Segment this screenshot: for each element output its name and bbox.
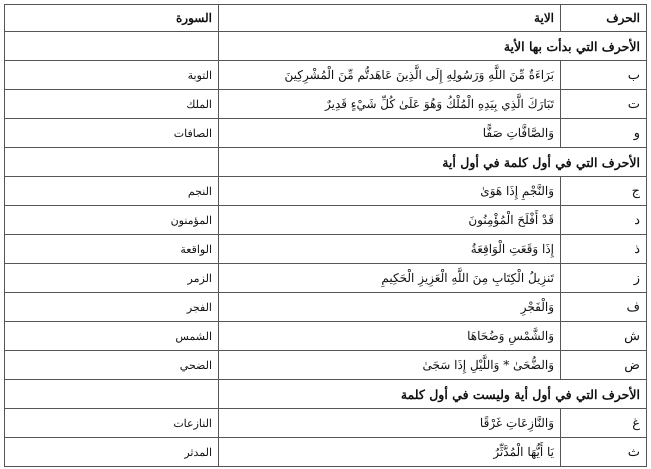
surah-cell: النازعات [5, 409, 219, 438]
surah-cell: المدثر [5, 438, 219, 467]
surah-cell: الصافات [5, 119, 219, 148]
letters-table [4, 4, 647, 467]
section-row [5, 32, 647, 61]
ayah-cell: وَالْفَجْرِ [219, 293, 561, 322]
surah-cell: الضحي [5, 351, 219, 380]
letter-cell: غ [561, 409, 647, 438]
table-row [5, 322, 647, 351]
letter-cell: و [561, 119, 647, 148]
letter-cell: ز [561, 264, 647, 293]
table-row [5, 235, 647, 264]
section-title: الأحرف التي في أول كلمة في أول أية [219, 148, 647, 177]
ayah-cell: إِذَا وَقَعَتِ الْوَاقِعَةُ [219, 235, 561, 264]
ayah-cell: وَالضُّحَىٰ * وَاللَّيْلِ إِذَا سَجَىٰ [219, 351, 561, 380]
header-ayah: الاية [219, 5, 561, 32]
section-blank-cell [5, 32, 219, 61]
header-surah: السورة [5, 5, 219, 32]
surah-cell: الملك [5, 90, 219, 119]
letter-cell: ث [561, 438, 647, 467]
surah-cell: الزمر [5, 264, 219, 293]
letter-cell: ت [561, 90, 647, 119]
surah-cell: الواقعة [5, 235, 219, 264]
letter-cell: ذ [561, 235, 647, 264]
surah-cell: النجم [5, 177, 219, 206]
ayah-cell: تَبَارَكَ الَّذِي بِيَدِهِ الْمُلْكُ وَهُوَ عَلَىٰ كُلِّ شَيْءٍ قَدِيرٌ [219, 90, 561, 119]
table-row [5, 409, 647, 438]
table-row [5, 438, 647, 467]
surah-cell: الشمس [5, 322, 219, 351]
ayah-cell: تَنزِيلُ الْكِتَابِ مِنَ اللَّهِ الْعَزِيزِ الْحَكِيمِ [219, 264, 561, 293]
table-row [5, 351, 647, 380]
section-title: الأحرف التي في أول أية وليست في أول كلمة [219, 380, 647, 409]
table-row [5, 119, 647, 148]
table-row [5, 90, 647, 119]
letter-cell: ف [561, 293, 647, 322]
ayah-cell: يَا أَيُّهَا الْمُدَّثِّرُ [219, 438, 561, 467]
table-row [5, 206, 647, 235]
letter-cell: ش [561, 322, 647, 351]
letter-cell: ب [561, 61, 647, 90]
surah-cell: التوبة [5, 61, 219, 90]
table-header-row [5, 5, 647, 32]
ayah-cell: وَالنَّجْمِ إِذَا هَوَىٰ [219, 177, 561, 206]
table-row [5, 264, 647, 293]
table-row [5, 177, 647, 206]
table-row [5, 61, 647, 90]
surah-cell: المؤمنون [5, 206, 219, 235]
letter-cell: ض [561, 351, 647, 380]
section-row [5, 380, 647, 409]
section-row [5, 148, 647, 177]
letter-cell: ج [561, 177, 647, 206]
section-title: الأحرف التي بدأت بها الأية [219, 32, 647, 61]
ayah-cell: بَرَاءَةٌ مِّنَ اللَّهِ وَرَسُولِهِ إِلَى الَّذِينَ عَاهَدتُّم مِّنَ الْمُشْرِكِينَ [219, 61, 561, 90]
table-row [5, 293, 647, 322]
document-page [4, 4, 646, 467]
section-blank-cell [5, 380, 219, 409]
surah-cell: الفجر [5, 293, 219, 322]
section-blank-cell [5, 148, 219, 177]
letter-cell: د [561, 206, 647, 235]
header-letter: الحرف [561, 5, 647, 32]
ayah-cell: قَدْ أَفْلَحَ الْمُؤْمِنُونَ [219, 206, 561, 235]
ayah-cell: وَالصَّافَّاتِ صَفًّا [219, 119, 561, 148]
ayah-cell: وَالشَّمْسِ وَضُحَاهَا [219, 322, 561, 351]
ayah-cell: وَالنَّازِعَاتِ غَرْقًا [219, 409, 561, 438]
